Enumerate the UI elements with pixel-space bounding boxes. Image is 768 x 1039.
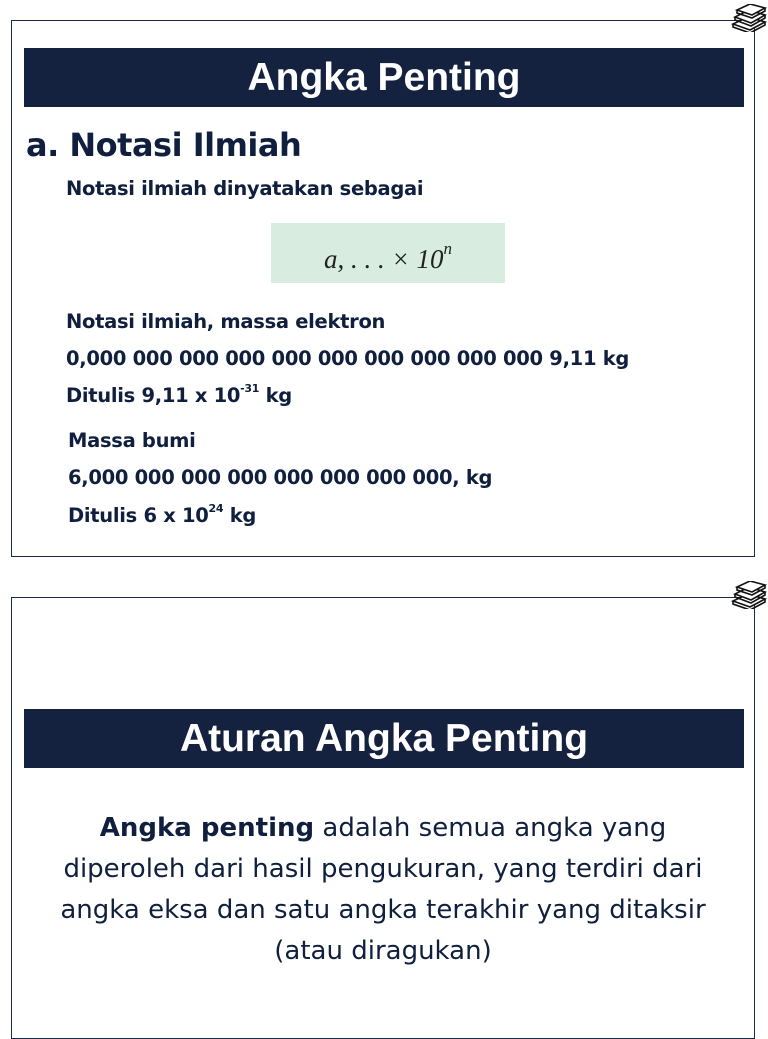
- slide-angka-penting: [11, 20, 755, 557]
- slide-title: Angka Penting: [24, 48, 744, 107]
- formula-box: [271, 223, 505, 283]
- book-stack-icon: [730, 581, 768, 609]
- slide-aturan-angka-penting: [11, 597, 755, 1039]
- electron-value: 0,000 000 000 000 000 000 000 000 000 000 9,11 kg: [66, 347, 630, 370]
- electron-written-suffix: kg: [259, 384, 292, 407]
- formula-base: a, . . . × 10: [324, 244, 444, 274]
- slide-title: Aturan Angka Penting: [24, 709, 744, 768]
- electron-written-exponent: -31: [240, 382, 260, 395]
- electron-label: Notasi ilmiah, massa elektron: [66, 310, 386, 333]
- earth-value: 6,000 000 000 000 000 000 000 000, kg: [68, 466, 493, 489]
- definition-paragraph: [42, 808, 724, 972]
- earth-written-exponent: 24: [208, 502, 224, 515]
- electron-written: [66, 384, 292, 407]
- formula-exponent: n: [443, 239, 452, 258]
- earth-written: [68, 504, 256, 527]
- definition-term: Angka penting: [99, 813, 315, 843]
- electron-written-prefix: Ditulis 9,11 x 10: [66, 384, 241, 407]
- book-stack-icon: [730, 4, 768, 32]
- section-heading: a. Notasi Ilmiah: [26, 126, 302, 164]
- intro-text: Notasi ilmiah dinyatakan sebagai: [66, 177, 424, 200]
- definition-text: adalah semua angka yang diperoleh dari hasil pengukuran, yang terdiri dari angka eksa dan satu angka terakhir yang ditaksir (atau diragukan): [60, 813, 706, 966]
- earth-label: Massa bumi: [68, 429, 196, 452]
- earth-written-suffix: kg: [223, 504, 257, 527]
- earth-written-prefix: Ditulis 6 x 10: [68, 504, 209, 527]
